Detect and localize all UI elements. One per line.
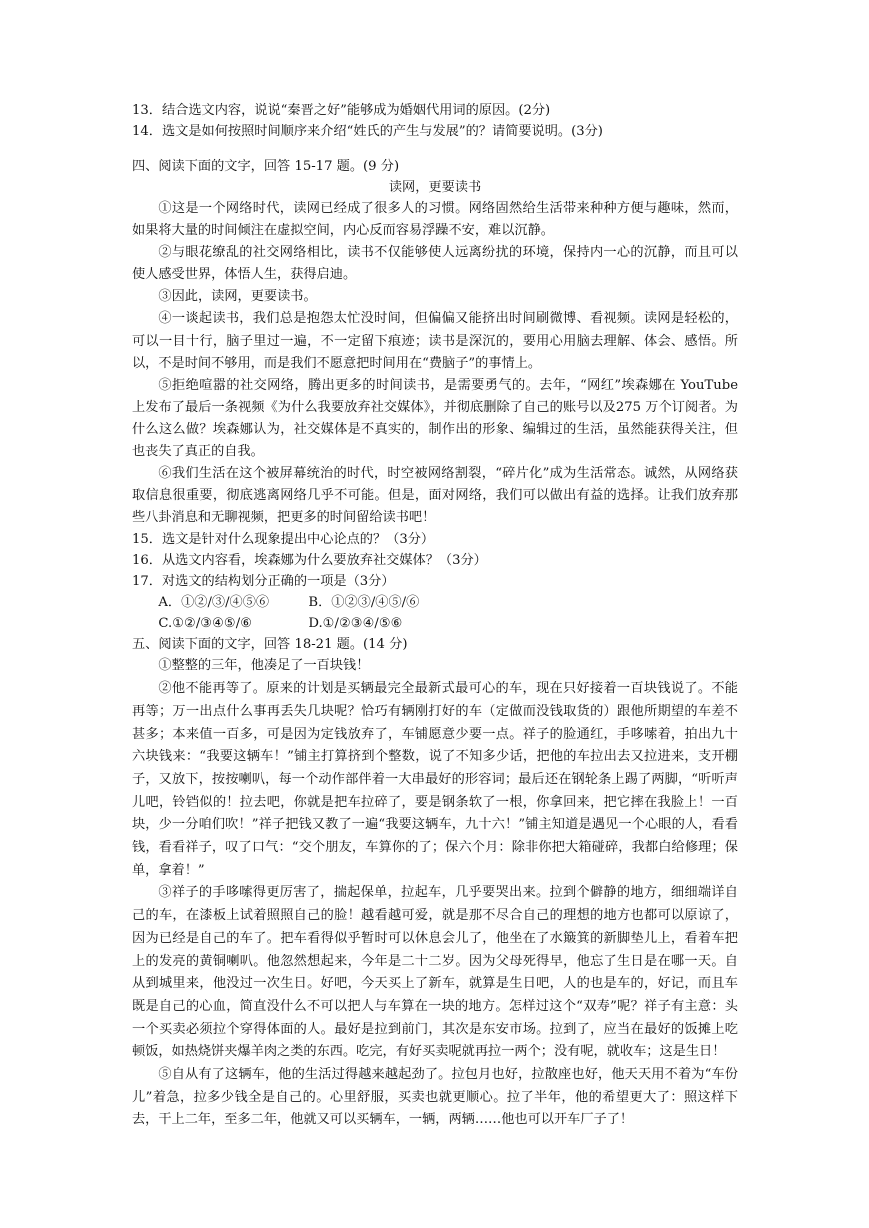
question-16: 16．从选文内容看，埃森娜为什么要放弃社交媒体？（3分） xyxy=(132,553,487,569)
article-paragraph-2: ②与眼花缭乱的社交网络相比，读书不仅能够使人远离纷扰的环境，保持内一心的沉静，而且可以使人感受世界，体悟人生，获得启迪。 xyxy=(132,245,738,283)
story-paragraph-2: ②他不能再等了。原来的计划是买辆最完全最新式最可心的车，现在只好接着一百块钱说了。不能再等；万一出点什么事再丢失几块呢？恰巧有辆刚打好的车（定做而没钱取货的）跟他所期望的车差不甚多；本来值一百多，可是因为定钱放弃了，车铺愿意少要一点。祥子的脸通红，手哆嗦着，拍出九十六块钱来：“我要这辆车！”铺主打算挤到个整数，说了不知多少话，把他的车拉出去又拉进来，支开棚子，又放下，按按喇叭，每一个动作部伴着一大串最好的形容词；最后还在钢轮条上踢了两脚，“听听声儿吧，铃铛似的！拉去吧，你就是把车拉碎了，要是钢条软了一根，你拿回来，把它摔在我脸上！一百块，少一分咱们吹！”祥子把钱又教了一遍“我要这辆车，九十六！”铺主知道是遇见一个心眼的人，看看钱，看看祥子，叹了口气：“交个朋友，车算你的了；保六个月：除非你把大箱碰碎，我都白给修理；保单，拿着！” xyxy=(132,681,738,878)
option-b: B．①②③/④⑤/⑥ xyxy=(308,595,420,611)
article-paragraph-6: ⑥我们生活在这个被屏幕统治的时代，时空被网络割裂，“碎片化”成为生活常态。诚然，从网络获取信息很重要，彻底逃离网络几乎不可能。但是，面对网络，我们可以做出有益的选择。让我们放弃那些八卦消息和无聊视频，把更多的时间留给读书吧！ xyxy=(132,466,738,526)
spacer xyxy=(132,142,738,156)
section5-heading: 五、阅读下面的文字，回答 18-21 题。(14 分) xyxy=(132,637,408,653)
exam-page xyxy=(132,100,738,1132)
option-d: D.①/②③④/⑤⑥ xyxy=(308,616,403,632)
options-row-1 xyxy=(132,592,738,613)
story-paragraph-1: ①整整的三年，他凑足了一百块钱！ xyxy=(158,658,370,674)
story-paragraph-3: ③祥子的手哆嗦得更厉害了，揣起保单，拉起车，几乎要哭出来。拉到个僻静的地方，细细端详自己的车，在漆板上试着照照自己的脸！越看越可爱，就是那不尽合自己的理想的地方也都可以原谅了，因为已经是自己的车了。把车看得似乎暂时可以休息会儿了，他坐在了水簸箕的新脚垫儿上，看着车把上的发亮的黄铜喇叭。他忽然想起来，今年是二十二岁。因为父母死得早，他忘了生日是在哪一天。自从到城里来，他没过一次生日。好吧，今天买上了新车，就算是生日吧，人的也是车的，好记，而且车既是自己的心血，简直没什么不可以把人与车算在一块的地方。怎样过这个“双寿”呢？祥子有主意：头一个买卖必须拉个穿得体面的人。最好是拉到前门，其次是东安市场。拉到了，应当在最好的饭摊上吃顿饭，如热烧饼夹爆羊肉之类的东西。吃完，有好买卖呢就再拉一两个；没有呢，就收车；这是生日！ xyxy=(132,885,738,1060)
options-row-2 xyxy=(132,613,738,634)
question-15: 15．选文是针对什么现象提出中心论点的？（3分） xyxy=(132,532,435,548)
article-title: 读网，更要读书 xyxy=(388,180,482,195)
story-paragraph-5: ⑤自从有了这辆车，他的生活过得越来越起劲了。拉包月也好，拉散座也好，他天天用不着为“车份儿”着急，拉多少钱全是自己的。心里舒服，买卖也就更顺心。拉了半年，他的希望更大了：照这样下去，干上二年，至多二年，他就又可以买辆车，一辆，两辆……他也可以开车厂子了！ xyxy=(132,1067,738,1128)
section4-heading: 四、阅读下面的文字，回答 15-17 题。(9 分) xyxy=(132,159,400,174)
question-14: 14．选文是如何按照时间顺序来介绍“姓氏的产生与发展”的？请简要说明。(3分) xyxy=(132,124,603,139)
question-13: 13．结合选文内容，说说“秦晋之好”能够成为婚姻代用词的原因。(2分) xyxy=(132,103,551,118)
article-paragraph-5: ⑤拒绝喧嚣的社交网络，腾出更多的时间读书，是需要勇气的。去年，“网红”埃森娜在 YouTube 上发布了最后一条视频《为什么我要放弃社交媒体》，并彻底删除了自己的账号以及275 万个订阅者。为什么这么做？埃森娜认为，社交媒体是不真实的，制作出的形象、编辑过的生活，虽然能获得关注，但也丧失了真正的自我。 xyxy=(132,377,738,460)
article-paragraph-1: ①这是一个网络时代，读网已经成了很多人的习惯。网络固然给生活带来种种方便与趣味，然而，如果将大量的时间倾注在虚拟空间，内心反而容易浮躁不安，难以沉静。 xyxy=(132,201,738,239)
article-paragraph-4: ④一谈起读书，我们总是抱怨太忙没时间，但偏偏又能挤出时间刷微博、看视频。读网是轻松的，可以一目十行，脑子里过一遍，不一定留下痕迹；读书是深沉的，要用心用脑去理解、体会、感悟。所以，不是时间不够用，而是我们不愿意把时间用在“费脑子”的事情上。 xyxy=(132,311,738,371)
option-c: C.①②/③④⑤/⑥ xyxy=(158,616,253,632)
article-paragraph-3: ③因此，读网，更要读书。 xyxy=(158,289,317,305)
option-a: A．①②/③/④⑤⑥ xyxy=(158,595,270,611)
question-17: 17．对选文的结构划分正确的一项是（3分） xyxy=(132,574,395,590)
